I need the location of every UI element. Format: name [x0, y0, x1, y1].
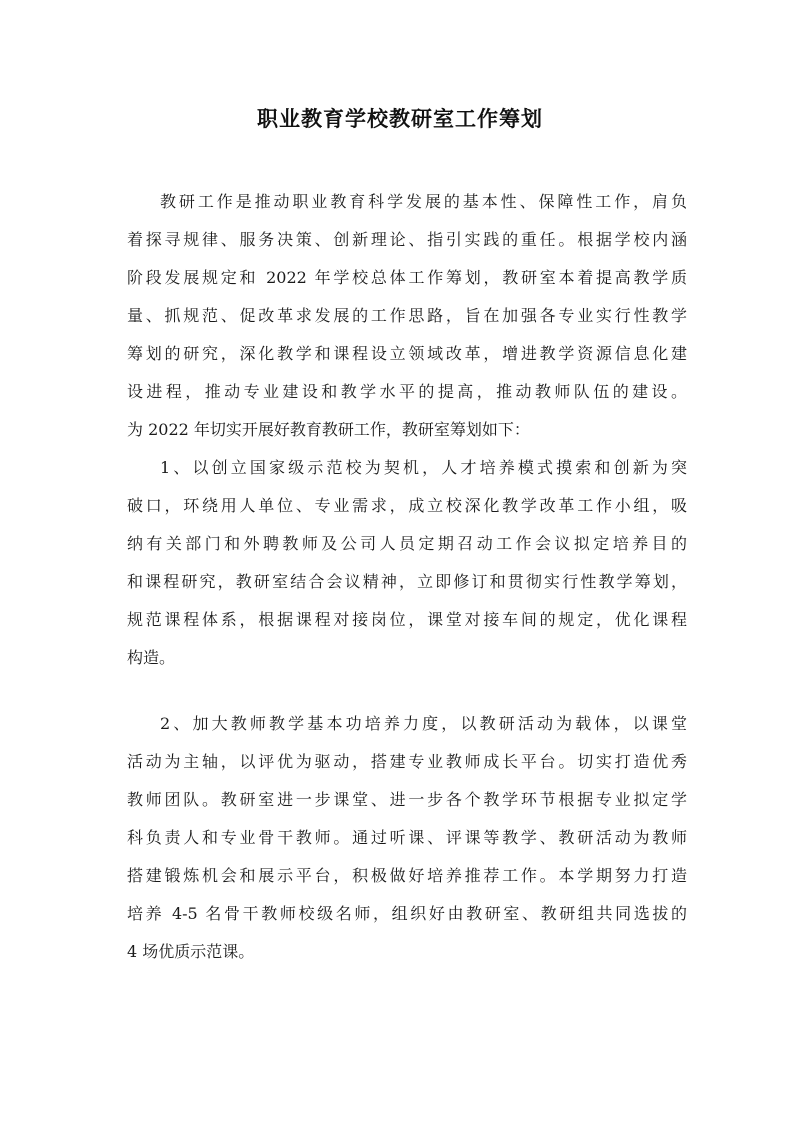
- document-title: 职业教育学校教研室工作筹划: [257, 106, 543, 131]
- paragraph-1-line-2: 着探寻规律、服务决策、创新理论、指引实践的重任。根据学校内涵: [127, 230, 687, 249]
- paragraph-1-line-5: 筹划的研究，深化教学和课程设立领域改革，增进教学资源信息化建: [127, 344, 687, 363]
- paragraph-3-line-4: 科负责人和专业骨干教师。通过听课、评课等教学、教研活动为教师: [127, 828, 687, 847]
- paragraph-3-line-7: 4 场优质示范课。: [127, 942, 255, 961]
- paragraph-2-line-5: 规范课程体系，根据课程对接岗位，课堂对接车间的规定，优化课程: [127, 610, 687, 629]
- paragraph-3-line-2: 活动为主轴，以评优为驱动，搭建专业教师成长平台。切实打造优秀: [127, 752, 687, 771]
- paragraph-1-line-4: 量、抓规范、促改革求发展的工作思路，旨在加强各专业实行性教学: [127, 306, 687, 325]
- paragraph-2-line-4: 和课程研究，教研室结合会议精神，立即修订和贯彻实行性教学筹划，: [127, 572, 687, 591]
- paragraph-2-line-1: 1、以创立国家级示范校为契机，人才培养模式摸索和创新为突: [160, 458, 687, 477]
- paragraph-1-line-7: 为 2022 年切实开展好教育教研工作，教研室筹划如下：: [127, 420, 530, 439]
- paragraph-2-line-2: 破口，环绕用人单位、专业需求，成立校深化教学改革工作小组，吸: [127, 496, 687, 515]
- paragraph-2-line-3: 纳有关部门和外聘教师及公司人员定期召动工作会议拟定培养目的: [127, 534, 687, 553]
- paragraph-1-line-6: 设进程，推动专业建设和教学水平的提高，推动教师队伍的建设。: [127, 382, 687, 401]
- paragraph-3-line-1: 2、加大教师教学基本功培养力度，以教研活动为载体，以课堂: [160, 714, 687, 733]
- paragraph-3-line-6: 培养 4-5 名骨干教师校级名师，组织好由教研室、教研组共同选拔的: [127, 904, 687, 923]
- paragraph-3-line-5: 搭建锻炼机会和展示平台，积极做好培养推荐工作。本学期努力打造: [127, 866, 687, 885]
- paragraph-2-line-6: 构造。: [127, 648, 176, 667]
- paragraph-1-line-1: 教研工作是推动职业教育科学发展的基本性、保障性工作，肩负: [160, 192, 687, 211]
- paragraph-3-line-3: 教师团队。教研室进一步课堂、进一步各个教学环节根据专业拟定学: [127, 790, 687, 809]
- paragraph-1-line-3: 阶段发展规定和 2022 年学校总体工作筹划，教研室本着提高教学质: [127, 268, 687, 287]
